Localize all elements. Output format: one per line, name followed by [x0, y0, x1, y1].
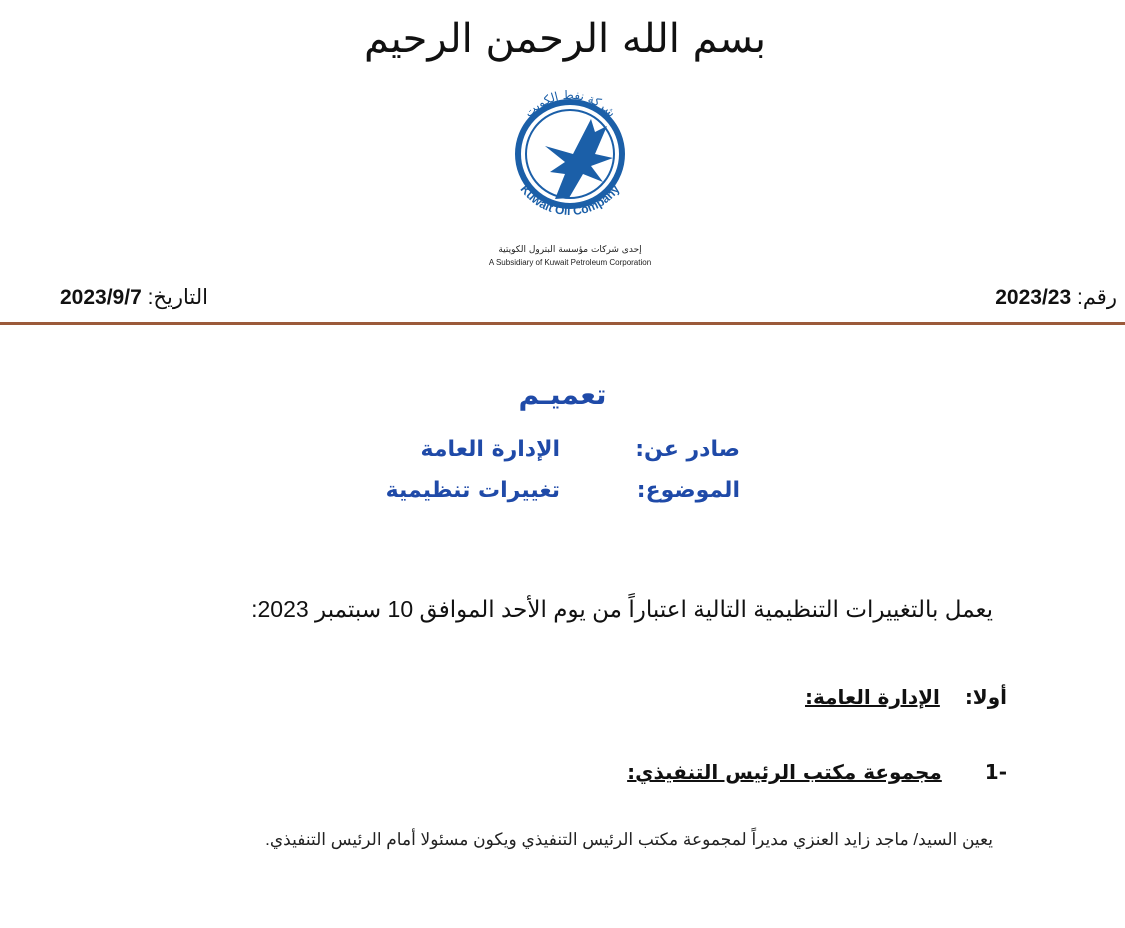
logo-arabic-name: شركة نفط الكويت [521, 87, 619, 120]
circular-title: تعميـم [518, 378, 607, 411]
reference-label: رقم: [1077, 286, 1117, 309]
item-number: -1 [984, 760, 1007, 784]
subject-label: الموضوع: [636, 478, 740, 503]
item-heading [627, 760, 1007, 784]
falcon-icon [545, 119, 613, 199]
kuwait-oil-company-logo [495, 74, 645, 224]
section-number: أولا: [964, 685, 1007, 709]
date-label: التاريخ: [147, 286, 208, 309]
section-heading [805, 685, 1007, 709]
section-title: الإدارة العامة: [805, 685, 940, 709]
subject-value: تغييرات تنظيمية [385, 478, 560, 503]
logo-english-name: Kuwait Oil Company [517, 182, 623, 219]
item-title: مجموعة مكتب الرئيس التنفيذي: [627, 760, 942, 784]
reference-value: 2023/23 [995, 286, 1072, 309]
issued-by-value: الإدارة العامة [420, 437, 560, 462]
basmala: بسم الله الرحمن الرحيم [363, 16, 767, 62]
reference-number [995, 285, 1117, 310]
intro-paragraph: يعمل بالتغييرات التنظيمية التالية اعتباراً من يوم الأحد الموافق 10 سبتمبر 2023: [251, 596, 993, 622]
header-divider [0, 322, 1125, 325]
issued-by-label: صادر عن: [635, 437, 740, 462]
date-value: 2023/9/7 [60, 286, 142, 309]
subsidiary-english: A Subsidiary of Kuwait Petroleum Corporation [488, 258, 652, 267]
subsidiary-arabic: إحدى شركات مؤسسة البترول الكويتية [498, 245, 642, 255]
document-date [60, 285, 208, 310]
item-paragraph: يعين السيد/ ماجد زايد العنزي مديراً لمجموعة مكتب الرئيس التنفيذي ويكون مسئولا أمام الرئيس التنفيذي. [265, 830, 993, 849]
